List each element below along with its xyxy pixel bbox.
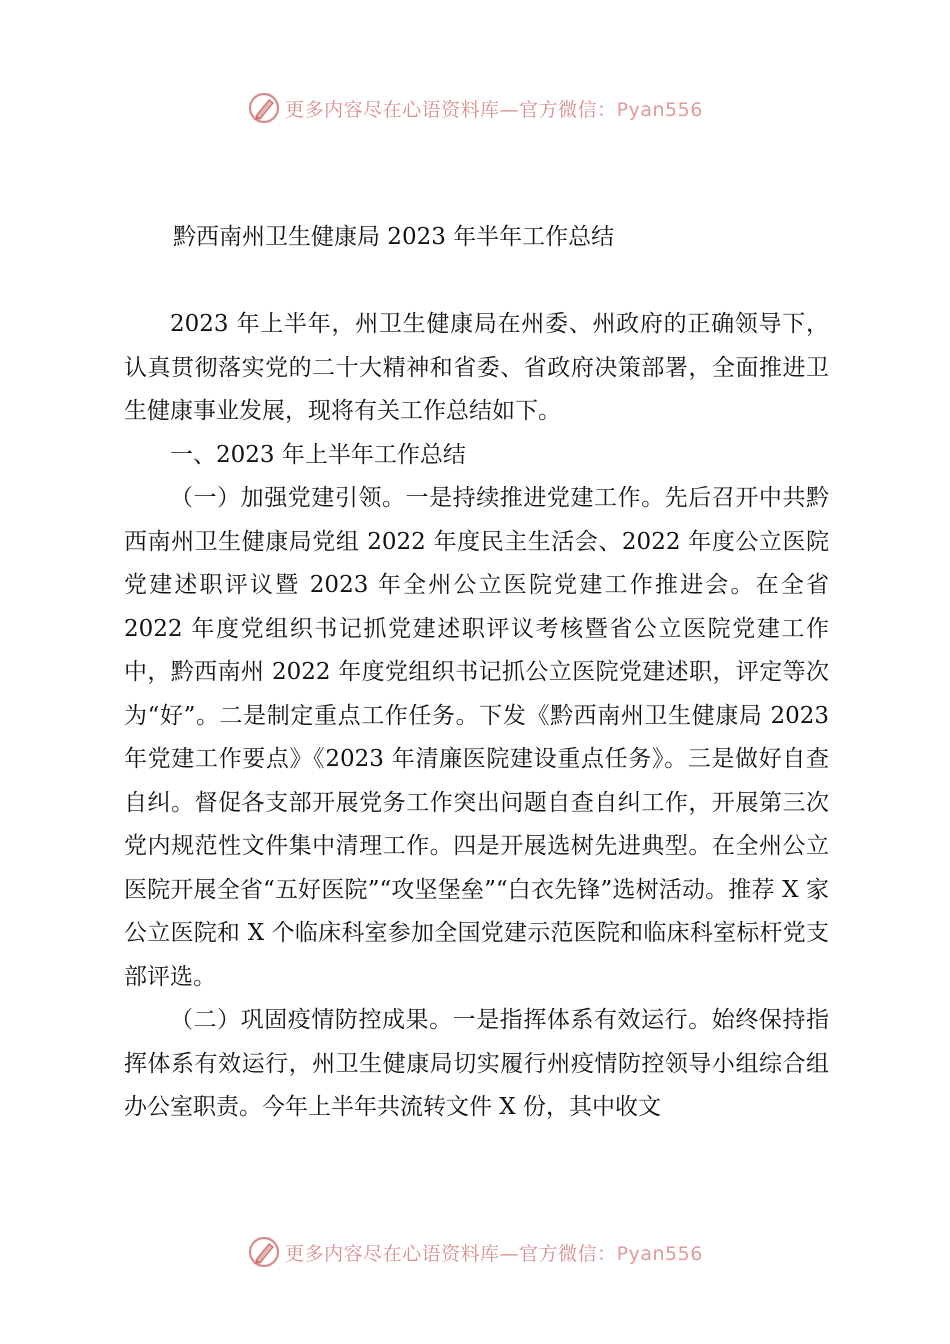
paragraph-intro: 2023 年上半年，州卫生健康局在州委、州政府的正确领导下，认真贯彻落实党的二十大精神和省委、省政府决策部署，全面推进卫生健康事业发展，现将有关工作总结如下。: [124, 311, 829, 424]
section-heading-1: 一、2023 年上半年工作总结: [170, 441, 466, 468]
paragraph-epidemic-control: （二）巩固疫情防控成果。一是指挥体系有效运行。始终保持指挥体系有效运行，州卫生健康局切实履行州疫情防控领导小组综合组办公室职责。今年上半年共流转文件 X 份，其中收文: [124, 1007, 829, 1120]
watermark-text: 更多内容尽在心语资料库—官方微信：Pyan556: [285, 1242, 703, 1265]
watermark-wechat-id: Pyan556: [616, 98, 703, 121]
watermark-footer: [0, 1232, 950, 1272]
pen-logo-icon: [247, 91, 281, 125]
document-title: 黔西南州卫生健康局 2023 年半年工作总结: [173, 224, 615, 250]
document-body: [124, 303, 829, 1130]
paragraph-party-building: （一）加强党建引领。一是持续推进党建工作。先后召开中共黔西南州卫生健康局党组 2022 年度民主生活会、2022 年度公立医院党建述职评议暨 2023 年全州公立医院党建工作推进会。在全省 2022 年度党组织书记抓党建述职评议考核暨省公立医院党建工作中，黔西南州 2022 年度党组织书记抓公立医院党建述职，评定等次为“好”。二是制定重点工作任务。下发《黔西南州卫生健康局 2023 年党建工作要点》《2023 年清廉医院建设重点任务》。三是做好自查自纠。督促各支部开展党务工作突出问题自查自纠工作，开展第三次党内规范性文件集中清理工作。四是开展选树先进典型。在全州公立医院开展全省“五好医院”“攻坚堡垒”“白衣先锋”选树活动。推荐 X 家公立医院和 X 个临床科室参加全国党建示范医院和临床科室标杆党支部评选。: [124, 485, 829, 990]
watermark-wechat-id: Pyan556: [616, 1242, 703, 1265]
pen-logo-icon: [247, 1235, 281, 1269]
watermark-header: [0, 88, 950, 128]
watermark-text: 更多内容尽在心语资料库—官方微信：Pyan556: [285, 98, 703, 121]
